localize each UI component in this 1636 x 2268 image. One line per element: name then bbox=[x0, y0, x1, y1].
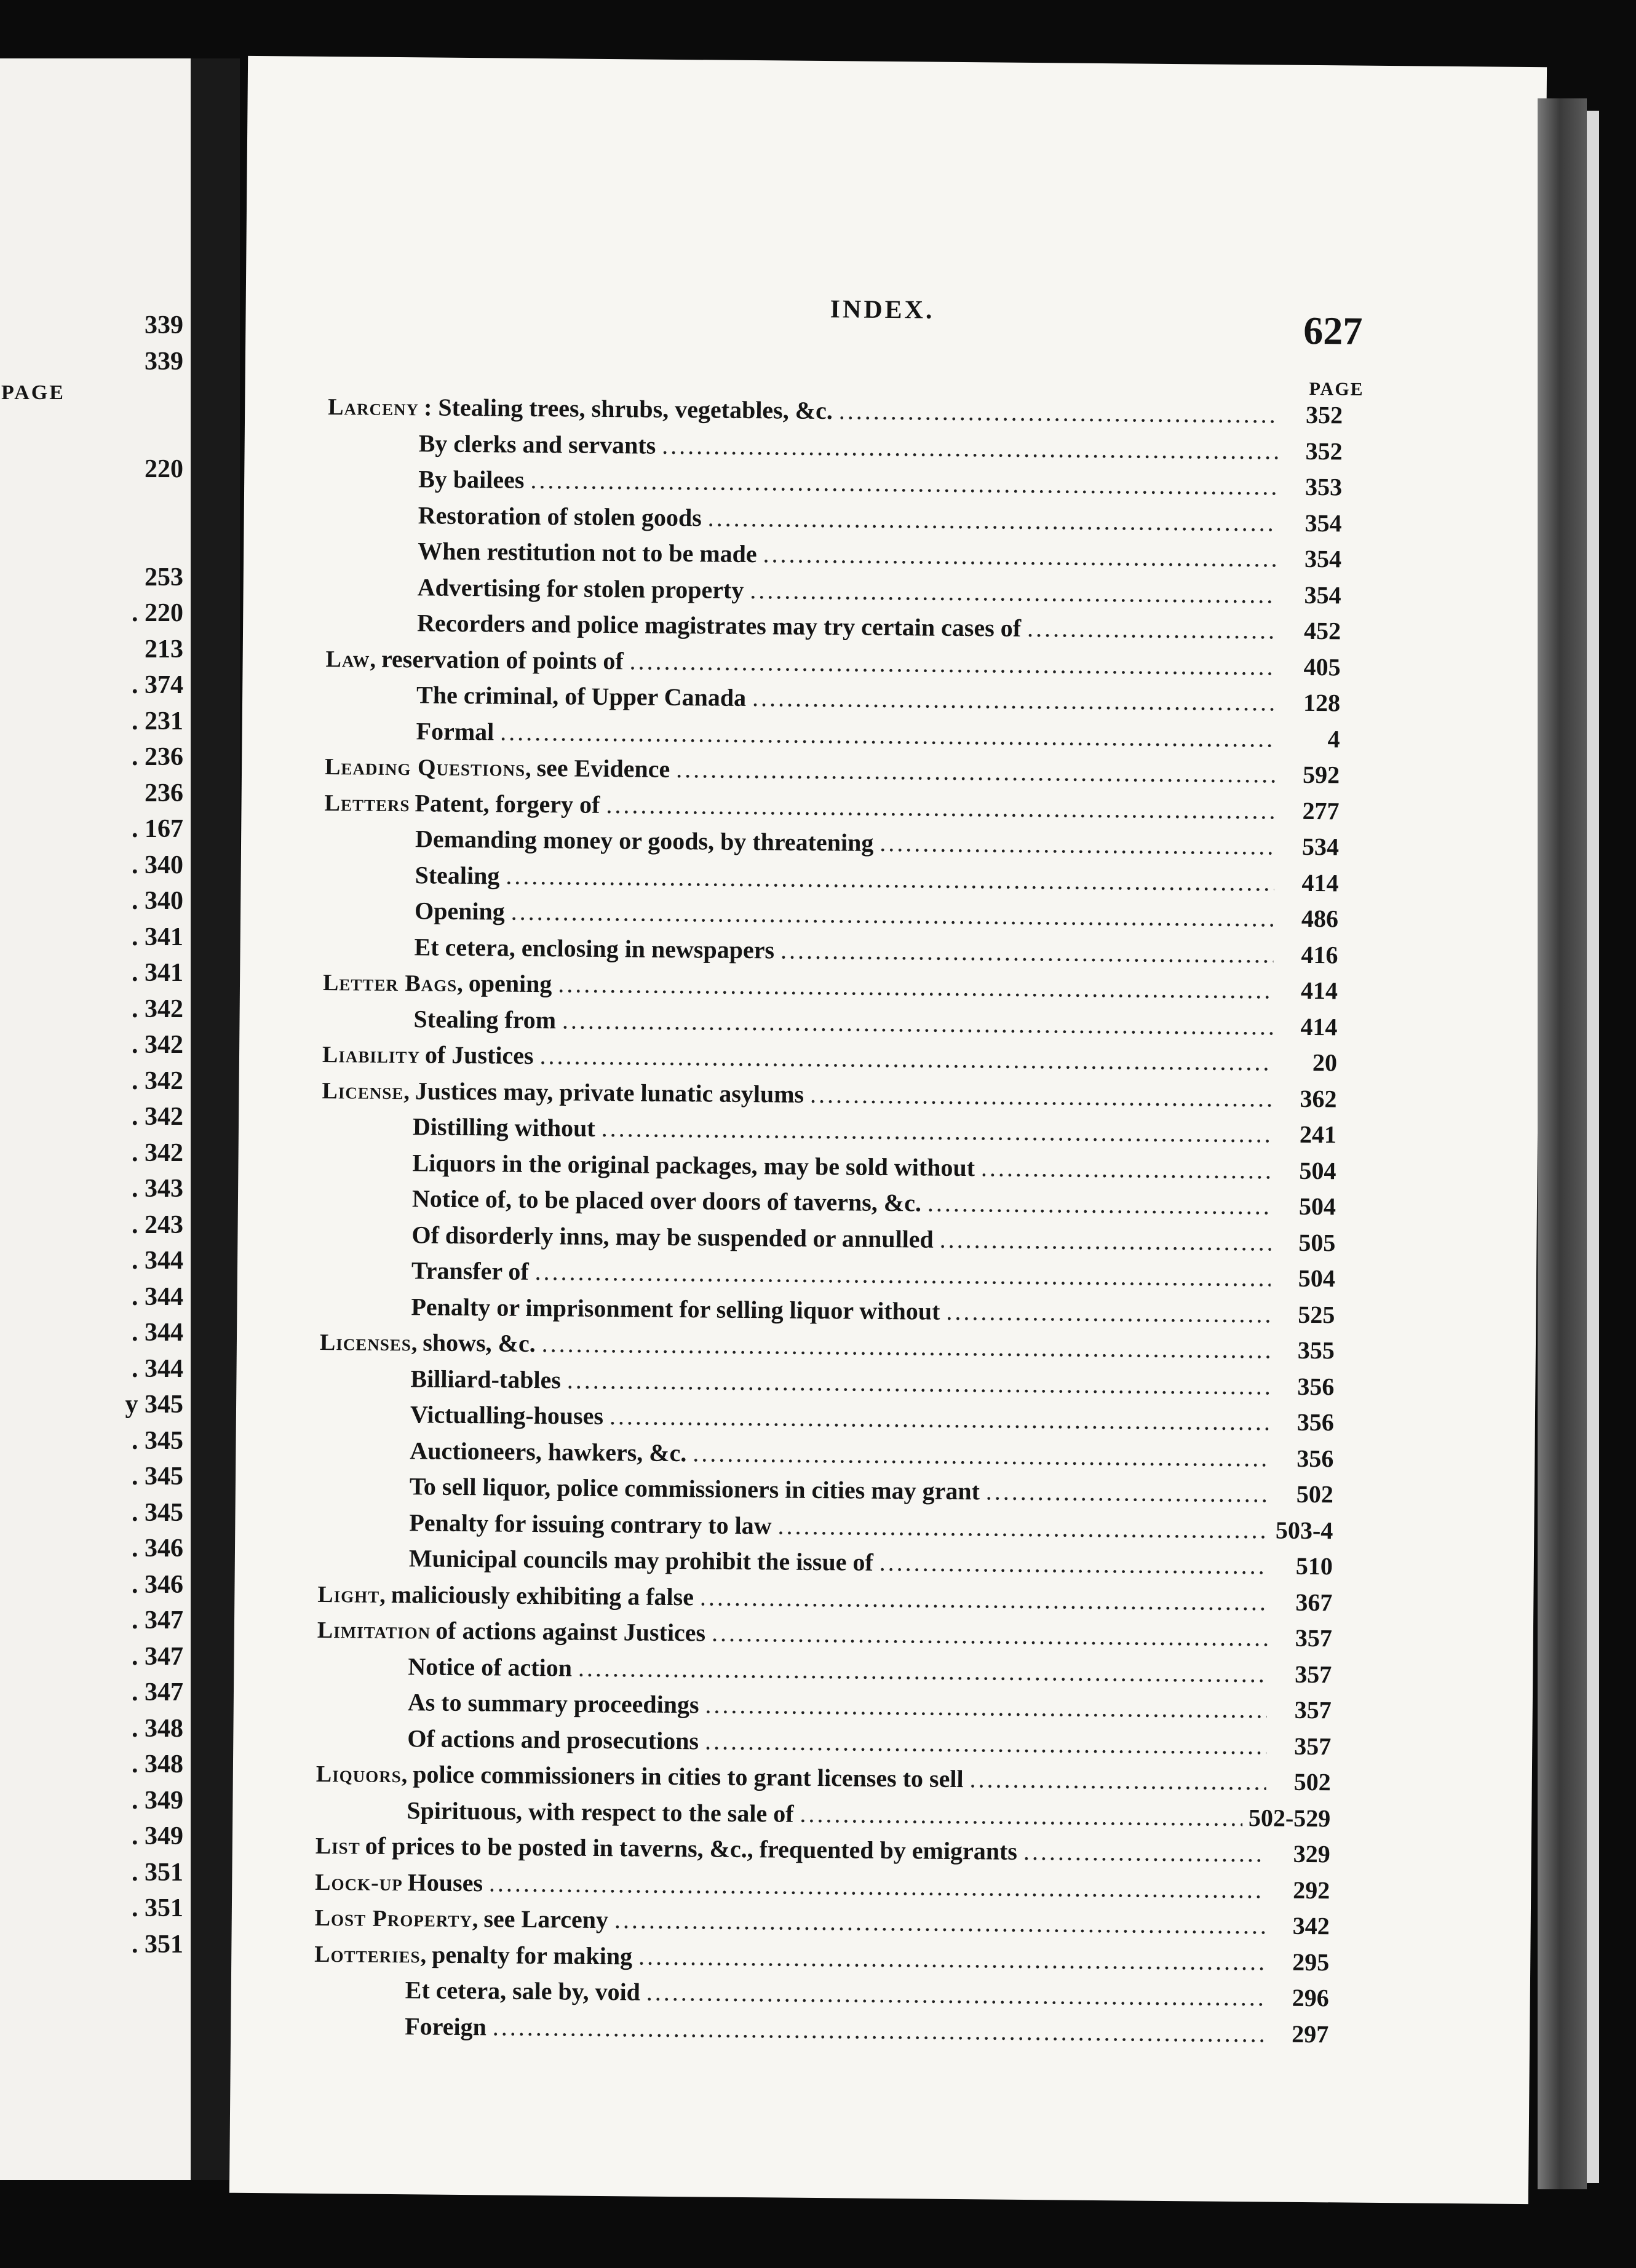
leader-dots bbox=[614, 1905, 1265, 1940]
entry-text: Of disorderly inns, may be suspended or annulled bbox=[411, 1220, 934, 1253]
leader-dots bbox=[712, 1619, 1268, 1652]
previous-page-number: . 348 bbox=[132, 1714, 183, 1743]
entry-text: reservation of points of bbox=[381, 644, 624, 675]
previous-page-number: . 342 bbox=[132, 1138, 183, 1167]
entry-page-number: 354 bbox=[1304, 544, 1342, 573]
entry-page-number: 20 bbox=[1312, 1049, 1338, 1077]
entry-page-number: 329 bbox=[1293, 1839, 1330, 1868]
leader-dots bbox=[530, 466, 1277, 501]
previous-page-number: . 344 bbox=[132, 1282, 183, 1311]
entry-text: of prices to be posted in taverns, &c., frequented by emigrants bbox=[365, 1831, 1018, 1865]
entry-heading: Letter Bags, bbox=[322, 969, 464, 997]
previous-page-number: . 236 bbox=[132, 743, 183, 771]
leader-dots bbox=[506, 861, 1274, 897]
previous-page-number: . 345 bbox=[132, 1462, 183, 1491]
entry-text: Victualling-houses bbox=[410, 1400, 604, 1430]
entry-page-number: 241 bbox=[1299, 1120, 1337, 1149]
leader-dots bbox=[700, 1582, 1268, 1616]
entry-page-number: 592 bbox=[1302, 760, 1340, 789]
entry-page-number: 414 bbox=[1300, 1012, 1338, 1041]
entry-page-number: 505 bbox=[1298, 1228, 1336, 1256]
entry-page-number: 504 bbox=[1299, 1156, 1336, 1184]
entry-text: Stealing bbox=[415, 860, 500, 889]
entry-text: Advertising for stolen property bbox=[417, 573, 744, 604]
previous-page-number: . 344 bbox=[132, 1247, 183, 1275]
entry-heading: Liquors, bbox=[316, 1761, 408, 1788]
entry-text: of Justices bbox=[424, 1041, 534, 1069]
leader-dots bbox=[606, 790, 1274, 824]
entry-page-number: 414 bbox=[1301, 868, 1339, 897]
leader-dots bbox=[780, 935, 1274, 969]
leader-dots bbox=[511, 897, 1274, 933]
leader-dots bbox=[800, 1799, 1242, 1831]
entry-text: penalty for making bbox=[431, 1940, 633, 1970]
leader-dots bbox=[610, 1402, 1269, 1436]
page-number: 627 bbox=[1303, 308, 1363, 353]
leader-dots bbox=[539, 1041, 1273, 1076]
previous-page-number: . 348 bbox=[132, 1750, 183, 1778]
entry-heading: Letters bbox=[324, 790, 410, 817]
entry-page-number: 504 bbox=[1298, 1264, 1336, 1293]
entry-text: Liquors in the original packages, may be sold without bbox=[412, 1148, 975, 1181]
entry-page-number: 357 bbox=[1295, 1624, 1333, 1652]
entry-page-number: 354 bbox=[1304, 509, 1342, 537]
leader-dots bbox=[562, 1005, 1273, 1041]
leader-dots bbox=[629, 646, 1276, 681]
index-entries bbox=[314, 392, 1343, 2055]
entry-text: Notice of, to be placed over doors of taverns, &c. bbox=[411, 1184, 922, 1217]
entry-page-number: 367 bbox=[1295, 1588, 1333, 1616]
leader-dots bbox=[946, 1296, 1270, 1328]
previous-page-number: . 346 bbox=[132, 1570, 183, 1599]
entry-text: : Stealing trees, shrubs, vegetables, &c. bbox=[423, 393, 833, 425]
entry-text: shows, &c. bbox=[423, 1328, 536, 1358]
entry-text: When restitution not to be made bbox=[417, 537, 757, 568]
entry-page-number: 352 bbox=[1305, 437, 1343, 465]
entry-text: Penalty or imprisonment for selling liquor without bbox=[411, 1292, 940, 1325]
entry-page-number: 362 bbox=[1300, 1084, 1337, 1112]
previous-page-number: 213 bbox=[145, 635, 183, 664]
entry-text: Houses bbox=[407, 1868, 483, 1897]
entry-page-number: 354 bbox=[1304, 581, 1341, 609]
entry-page-number: 525 bbox=[1298, 1300, 1335, 1328]
entry-page-number: 355 bbox=[1297, 1336, 1335, 1365]
previous-page-number: . 346 bbox=[132, 1534, 183, 1563]
leader-dots bbox=[752, 683, 1276, 716]
index-page bbox=[229, 56, 1547, 2204]
previous-page-number: . 342 bbox=[132, 1066, 183, 1095]
entry-page-number: 296 bbox=[1292, 1983, 1329, 2012]
previous-page-number: . 231 bbox=[132, 707, 183, 736]
leader-dots bbox=[578, 1653, 1268, 1688]
leader-dots bbox=[676, 755, 1275, 788]
entry-text: As to summary proceedings bbox=[407, 1688, 699, 1719]
previous-page-number: . 349 bbox=[132, 1786, 183, 1815]
previous-page-number: . 347 bbox=[132, 1606, 183, 1635]
entry-heading: Liability bbox=[322, 1041, 421, 1069]
entry-page-number: 502-529 bbox=[1248, 1803, 1331, 1832]
leader-dots bbox=[969, 1764, 1266, 1796]
entry-heading: List bbox=[315, 1833, 360, 1860]
entry-page-number: 357 bbox=[1294, 1695, 1332, 1724]
entry-text: Auctioneers, hawkers, &c. bbox=[410, 1436, 687, 1467]
previous-page-number: 236 bbox=[145, 779, 183, 807]
previous-page-number: . 351 bbox=[132, 1930, 183, 1959]
previous-page-number: . 347 bbox=[132, 1642, 183, 1671]
leader-dots bbox=[708, 503, 1277, 537]
previous-page-number: . 349 bbox=[132, 1822, 183, 1850]
entry-text: see Larceny bbox=[483, 1905, 609, 1934]
entry-text: Patent, forgery of bbox=[415, 788, 600, 819]
leader-dots bbox=[880, 828, 1274, 861]
leader-dots bbox=[981, 1153, 1272, 1184]
entry-page-number: 405 bbox=[1303, 652, 1341, 681]
leader-dots bbox=[646, 1978, 1265, 2012]
entry-page-number: 452 bbox=[1303, 616, 1341, 645]
previous-page-number: . 347 bbox=[132, 1678, 183, 1707]
entry-page-number: 356 bbox=[1296, 1444, 1334, 1472]
entry-heading: Larceny bbox=[328, 394, 419, 421]
previous-page-number: . 340 bbox=[132, 887, 183, 915]
entry-text: Spirituous, with respect to the sale of bbox=[407, 1796, 794, 1828]
previous-page-number: . 345 bbox=[132, 1498, 183, 1527]
entry-heading: License, bbox=[322, 1077, 411, 1104]
entry-text: Restoration of stolen goods bbox=[418, 501, 702, 531]
entry-text: Recorders and police magistrates may try certain cases of bbox=[416, 609, 1022, 642]
entry-page-number: 357 bbox=[1295, 1660, 1332, 1688]
previous-page-number: . 343 bbox=[132, 1175, 183, 1203]
previous-page-number: y 345 bbox=[125, 1390, 183, 1419]
entry-text: Transfer of bbox=[411, 1256, 529, 1285]
previous-page-number: . 341 bbox=[132, 959, 183, 987]
leader-dots bbox=[662, 430, 1278, 465]
leader-dots bbox=[763, 539, 1277, 573]
previous-page-number: . 345 bbox=[132, 1426, 183, 1455]
leader-dots bbox=[541, 1329, 1270, 1364]
previous-page-number: 253 bbox=[145, 563, 183, 592]
previous-page-number: . 220 bbox=[132, 599, 183, 627]
leader-dots bbox=[927, 1189, 1271, 1221]
leader-dots bbox=[940, 1224, 1271, 1256]
entry-page-number: 416 bbox=[1301, 940, 1338, 969]
entry-text: Et cetera, enclosing in newspapers bbox=[414, 932, 775, 964]
entry-page-number: 295 bbox=[1292, 1948, 1330, 1976]
entry-text: Notice of action bbox=[408, 1652, 573, 1682]
entry-text: To sell liquor, police commissioners in cities may grant bbox=[409, 1472, 980, 1505]
entry-page-number: 534 bbox=[1301, 832, 1340, 861]
entry-text: Justices may, private lunatic asylums bbox=[415, 1076, 804, 1108]
entry-page-number: 502 bbox=[1293, 1767, 1331, 1796]
entry-text: The criminal, of Upper Canada bbox=[416, 681, 747, 712]
entry-page-number: 352 bbox=[1305, 400, 1343, 429]
entry-page-number: 353 bbox=[1304, 472, 1343, 501]
leader-dots bbox=[493, 2012, 1265, 2048]
entry-text: Municipal councils may prohibit the issue of bbox=[408, 1544, 873, 1576]
leader-dots bbox=[489, 1868, 1266, 1904]
entry-page-number: 277 bbox=[1302, 796, 1340, 825]
leader-dots bbox=[558, 969, 1273, 1004]
leader-dots bbox=[777, 1511, 1268, 1544]
page-title: INDEX. bbox=[830, 295, 935, 325]
previous-page-number: . 340 bbox=[132, 850, 183, 879]
leader-dots bbox=[1023, 1837, 1266, 1868]
previous-page-number: . 342 bbox=[132, 994, 183, 1023]
entry-page-number: 342 bbox=[1292, 1911, 1330, 1940]
entry-text: By clerks and servants bbox=[418, 429, 656, 459]
previous-page-number: . 351 bbox=[132, 1894, 183, 1922]
previous-page-number: . 351 bbox=[132, 1858, 183, 1887]
previous-page-fragment bbox=[0, 58, 191, 2180]
leader-dots bbox=[567, 1365, 1270, 1400]
leader-dots bbox=[839, 396, 1279, 429]
previous-page-number: . 374 bbox=[132, 671, 183, 699]
leader-dots bbox=[500, 717, 1276, 753]
entry-text: Of actions and prosecutions bbox=[407, 1724, 699, 1755]
entry-text: of actions against Justices bbox=[435, 1616, 706, 1647]
leader-dots bbox=[810, 1079, 1273, 1112]
entry-page-number: 356 bbox=[1296, 1408, 1335, 1437]
entry-text: police commissioners in cities to grant licenses to sell bbox=[413, 1760, 964, 1793]
entry-text: Billiard-tables bbox=[410, 1364, 562, 1394]
previous-page-number: . 342 bbox=[132, 1031, 183, 1059]
entry-text: opening bbox=[468, 969, 552, 998]
entry-heading: Lost Property, bbox=[314, 1905, 479, 1933]
previous-page-number: . 342 bbox=[132, 1103, 183, 1131]
entry-text: Opening bbox=[414, 897, 505, 926]
previous-page-column-heading: PAGE bbox=[1, 381, 65, 404]
entry-page-number: 356 bbox=[1297, 1372, 1335, 1400]
leader-dots bbox=[693, 1438, 1269, 1472]
entry-text: Penalty for issuing contrary to law bbox=[409, 1508, 772, 1539]
leader-dots bbox=[705, 1690, 1267, 1724]
entry-text: Stealing from bbox=[413, 1004, 557, 1034]
entry-text: Foreign bbox=[405, 2012, 487, 2040]
leader-dots bbox=[534, 1257, 1271, 1292]
book-spine bbox=[1538, 98, 1587, 2189]
previous-page-number: . 243 bbox=[132, 1210, 183, 1239]
entry-text: Formal bbox=[416, 716, 494, 745]
entry-page-number: 486 bbox=[1301, 904, 1339, 933]
entry-text: Et cetera, sale by, void bbox=[405, 1976, 641, 2006]
entry-heading: Lotteries, bbox=[314, 1941, 427, 1969]
entry-text: Distilling without bbox=[412, 1112, 595, 1142]
entry-text: By bailees bbox=[418, 465, 525, 494]
previous-page-number: 339 bbox=[145, 311, 183, 339]
entry-heading: Leading Questions, bbox=[324, 753, 532, 782]
entry-page-number: 503-4 bbox=[1275, 1516, 1333, 1544]
entry-heading: Licenses, bbox=[319, 1329, 418, 1357]
entry-heading: Law, bbox=[325, 646, 377, 673]
previous-page-number: 220 bbox=[145, 455, 183, 483]
entry-page-number: 414 bbox=[1300, 976, 1338, 1005]
leader-dots bbox=[986, 1477, 1269, 1508]
entry-heading: Light, bbox=[317, 1581, 386, 1608]
entry-page-number: 128 bbox=[1303, 688, 1341, 717]
previous-page-number: 339 bbox=[145, 347, 183, 376]
leader-dots bbox=[750, 576, 1277, 609]
previous-page-number: . 344 bbox=[132, 1354, 183, 1383]
entry-heading: Limitation bbox=[317, 1617, 431, 1644]
entry-heading: Lock-up bbox=[315, 1869, 403, 1896]
leader-dots bbox=[705, 1726, 1267, 1760]
leader-dots bbox=[638, 1941, 1265, 1976]
leader-dots bbox=[880, 1548, 1268, 1580]
entry-text: see Evidence bbox=[536, 753, 670, 783]
page-column-label: PAGE bbox=[1309, 378, 1364, 400]
entry-text: Demanding money or goods, by threatening bbox=[415, 825, 874, 857]
entry-page-number: 357 bbox=[1294, 1732, 1332, 1760]
previous-page-number: . 344 bbox=[132, 1318, 183, 1347]
leader-dots bbox=[1027, 614, 1276, 645]
previous-page-number: . 341 bbox=[132, 922, 183, 951]
entry-page-number: 297 bbox=[1292, 2020, 1329, 2048]
entry-page-number: 502 bbox=[1296, 1480, 1334, 1509]
entry-page-number: 504 bbox=[1298, 1192, 1336, 1221]
entry-page-number: 292 bbox=[1293, 1876, 1330, 1904]
book-spine-edge bbox=[1587, 111, 1599, 2183]
entry-text: maliciously exhibiting a false bbox=[391, 1580, 694, 1611]
leader-dots bbox=[602, 1114, 1273, 1149]
entry-page-number: 510 bbox=[1295, 1552, 1333, 1580]
previous-page-number: . 167 bbox=[132, 815, 183, 843]
entry-page-number: 4 bbox=[1327, 724, 1340, 753]
